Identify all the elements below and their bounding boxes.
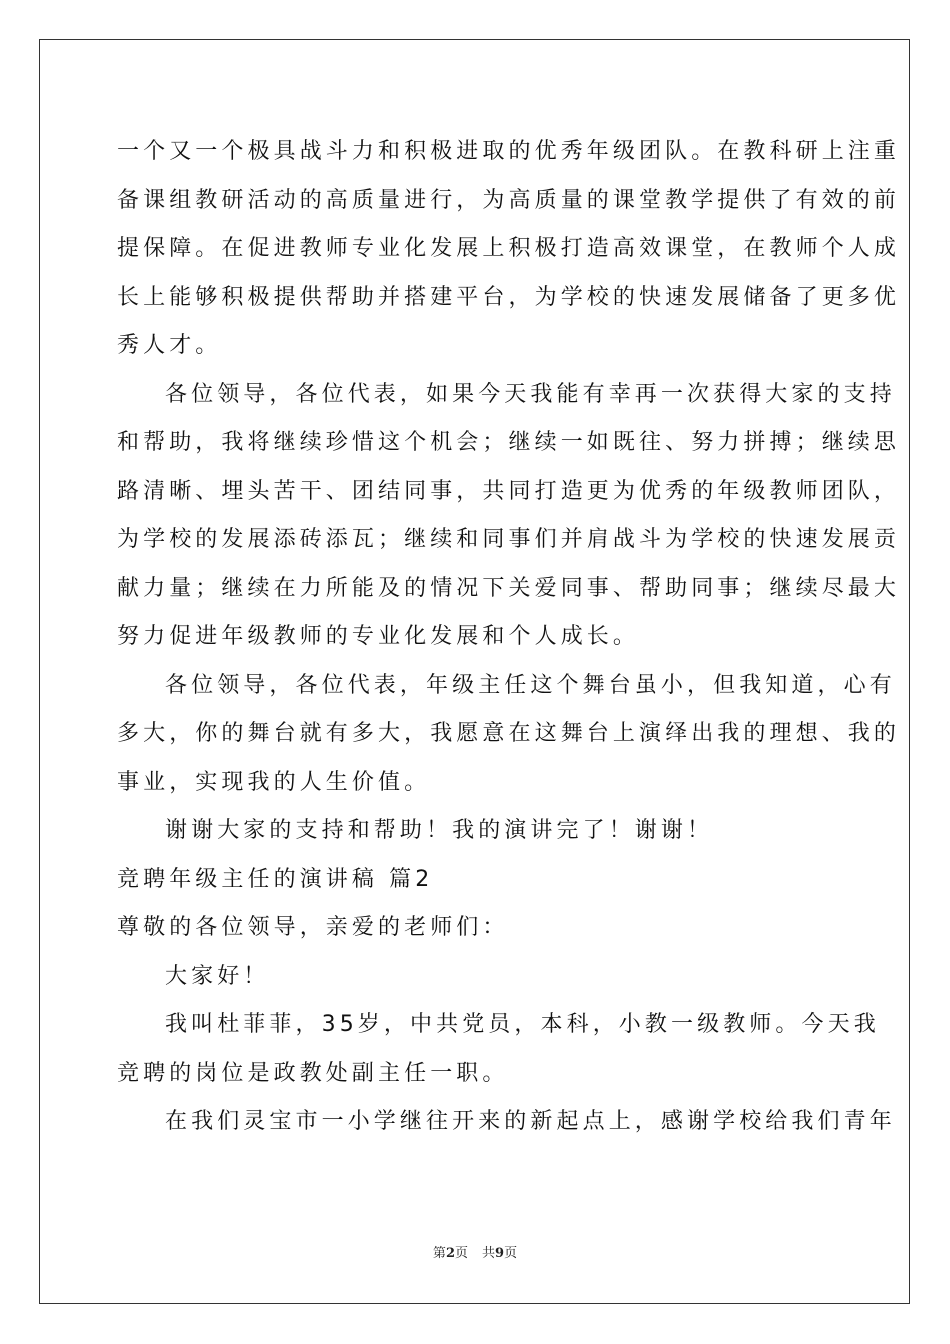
text-line: 各位领导，各位代表，如果今天我能有幸再一次获得大家的支持: [165, 381, 896, 407]
text-line: 路清晰、埋头苦干、团结同事，共同打造更为优秀的年级教师团队，: [117, 478, 901, 504]
page-footer: [0, 1242, 950, 1261]
text-line: 竞聘的岗位是政教处副主任一职。: [117, 1060, 509, 1086]
total-pages-number: 9: [495, 1246, 505, 1261]
total-suffix: 页: [504, 1246, 518, 1261]
text-line: 和帮助，我将继续珍惜这个机会；继续一如既往、努力拼搏；继续思: [117, 430, 901, 455]
total-prefix: 共: [482, 1246, 496, 1261]
text-line: 努力促进年级教师的专业化发展和个人成长。: [117, 624, 640, 649]
text-line: 在我们灵宝市一小学继往开来的新起点上，感谢学校给我们青年: [165, 1109, 896, 1134]
text-line: 提保障。在促进教师专业化发展上积极打造高效课堂，在教师个人成: [117, 236, 901, 261]
text-line: 秀人才。: [117, 333, 222, 358]
text-line: 献力量；继续在力所能及的情况下关爱同事、帮助同事；继续尽最大: [117, 575, 901, 601]
document-body: [117, 128, 901, 1147]
text-line: 长上能够积极提供帮助并搭建平台，为学校的快速发展储备了更多优: [117, 284, 901, 310]
text-line: 事业，实现我的人生价值。: [117, 769, 431, 795]
page-suffix: 页: [454, 1246, 468, 1261]
salutation: 尊敬的各位领导，亲爱的老师们：: [117, 915, 509, 940]
section-heading: 竞聘年级主任的演讲稿 篇2: [117, 866, 434, 892]
current-page-number: 2: [445, 1246, 455, 1261]
text-line: 一个又一个极具战斗力和积极进取的优秀年级团队。在教科研上注重: [117, 139, 901, 164]
text-line: 多大，你的舞台就有多大，我愿意在这舞台上演绎出我的理想、我的: [117, 721, 901, 746]
text-line: 为学校的发展添砖添瓦；继续和同事们并肩战斗为学校的快速发展贡: [117, 527, 901, 552]
greeting: 大家好！: [165, 963, 270, 989]
text-line: 我叫杜菲菲，35岁，中共党员，本科，小教一级教师。今天我: [165, 1012, 880, 1037]
text-line: 谢谢大家的支持和帮助！我的演讲完了！谢谢！: [165, 818, 714, 843]
text-line: 各位领导，各位代表，年级主任这个舞台虽小，但我知道，心有: [165, 672, 896, 698]
text-line: 备课组教研活动的高质量进行，为高质量的课堂教学提供了有效的前: [117, 187, 901, 213]
page-prefix: 第: [432, 1246, 446, 1261]
